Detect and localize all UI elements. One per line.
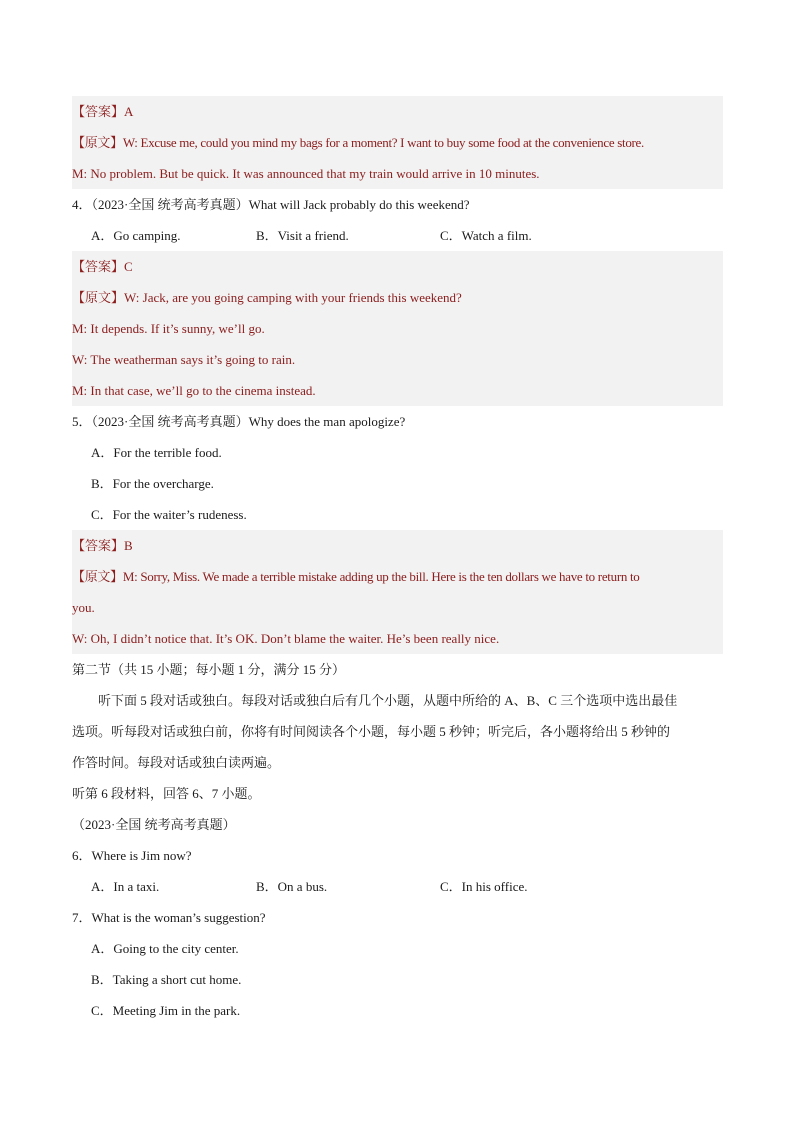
option-b: B．For the overcharge.	[91, 476, 214, 491]
option-b: B．Visit a friend.	[256, 228, 349, 243]
transcript-line	[72, 344, 723, 375]
transcript-line	[72, 592, 723, 623]
option-c: C．Meeting Jim in the park.	[91, 1003, 241, 1018]
transcript-tag: 【原文】	[72, 290, 125, 305]
option-c: C．For the waiter’s rudeness.	[91, 507, 247, 522]
instructions-line: 选项。听每段对话或独白前，你将有时间阅读各个小题，每小题 5 秒钟；听完后，各小题将给出 5 秒钟的	[72, 724, 671, 739]
question-5-stem: 5．（2023·全国 统考高考真题）Why does the man apologize?	[72, 414, 406, 429]
material-heading: 听第 6 段材料，回答 6、7 小题。	[72, 786, 261, 801]
answer-value: B	[124, 538, 133, 553]
answer-tag: 【答案】	[72, 104, 125, 119]
answer-tag: 【答案】	[72, 259, 125, 274]
section-title: 第二节（共 15 小题；每小题 1 分，满分 15 分）	[72, 662, 346, 677]
option-b: B．On a bus.	[256, 879, 328, 894]
transcript-line	[72, 375, 723, 406]
transcript-text: M: Sorry, Miss. We made a terrible mistake adding up the bill. Here is the ten dollars we have to return to	[122, 569, 640, 584]
question-4-options	[72, 220, 723, 251]
transcript-line	[72, 561, 723, 592]
answer-value: A	[124, 104, 134, 119]
transcript-text: W: The weatherman says it’s going to rain.	[72, 352, 296, 367]
instructions-line: 听下面 5 段对话或独白。每段对话或独白后有几个小题，从题中所给的 A、B、C 三个选项中选出最佳	[98, 693, 678, 708]
transcript-text: W: Jack, are you going camping with your friends this weekend?	[124, 290, 462, 305]
answer-tag: 【答案】	[72, 538, 125, 553]
transcript-text: M: No problem. But be quick. It was announced that my train would arrive in 10 minutes.	[72, 166, 540, 181]
transcript-line	[72, 127, 723, 158]
transcript-text: M: In that case, we’ll go to the cinema instead.	[72, 383, 316, 398]
transcript-tag: 【原文】	[72, 569, 123, 584]
instructions-line: 作答时间。每段对话或独白读两遍。	[72, 755, 281, 770]
transcript-line	[72, 158, 723, 189]
transcript-line	[72, 623, 723, 654]
transcript-tag: 【原文】	[72, 135, 123, 150]
answer-line	[72, 530, 723, 561]
option-c: C．Watch a film.	[440, 228, 532, 243]
transcript-text: you.	[72, 600, 95, 615]
document-page	[72, 96, 723, 1026]
option-a: A．Go camping.	[91, 228, 181, 243]
transcript-text: M: It depends. If it’s sunny, we’ll go.	[72, 321, 265, 336]
option-a: A．For the terrible food.	[91, 445, 222, 460]
transcript-text: W: Oh, I didn’t notice that. It’s OK. Don’t blame the waiter. He’s been really nice.	[72, 631, 500, 646]
transcript-line	[72, 282, 723, 313]
answer-line	[72, 96, 723, 127]
option-b: B．Taking a short cut home.	[91, 972, 242, 987]
question-4-stem: 4．（2023·全国 统考高考真题）What will Jack probably do this weekend?	[72, 197, 470, 212]
option-a: A．In a taxi.	[91, 879, 160, 894]
answer-line	[72, 251, 723, 282]
transcript-line	[72, 313, 723, 344]
source-note: （2023·全国 统考高考真题）	[72, 817, 236, 832]
question-7-stem: 7．What is the woman’s suggestion?	[72, 910, 266, 925]
question-6-stem: 6．Where is Jim now?	[72, 848, 192, 863]
option-a: A．Going to the city center.	[91, 941, 239, 956]
question-6-options	[72, 871, 723, 902]
transcript-text: W: Excuse me, could you mind my bags for a moment? I want to buy some food at the convenience store.	[122, 135, 644, 150]
answer-value: C	[124, 259, 133, 274]
option-c: C．In his office.	[440, 879, 528, 894]
